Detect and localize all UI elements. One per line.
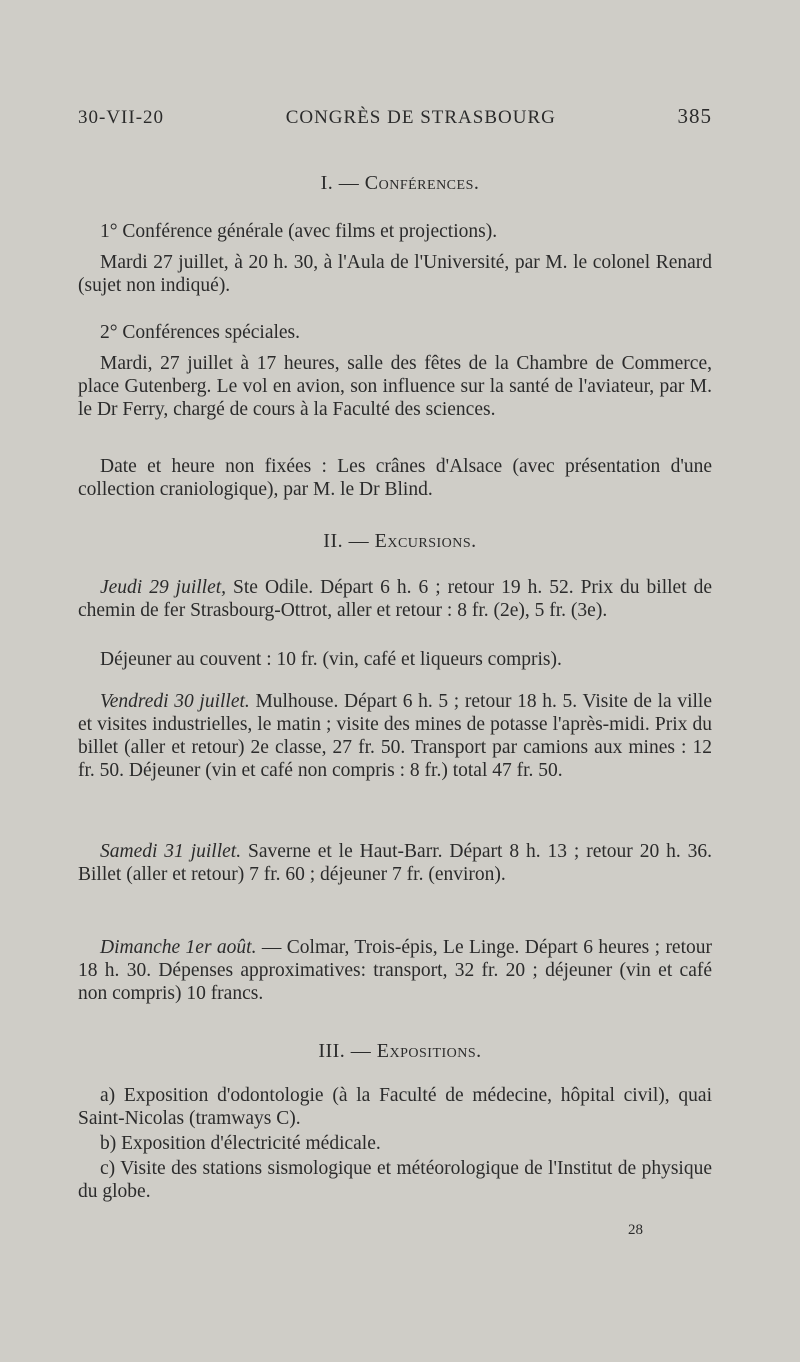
excursion-item	[78, 690, 712, 782]
paragraph: Date et heure non fixées : Les crânes d'Alsace (avec présentation d'une collection craniologique), par M. le Dr Blind.	[78, 456, 712, 500]
section-title-expositions: III. — Expositions.	[318, 1040, 482, 1062]
paragraph: Mardi, 27 juillet à 17 heures, salle des fêtes de la Chambre de Commerce, place Gutenberg. Le vol en avion, son influence sur la santé de l'aviateur, par M. le Dr Ferry, chargé de cours à la Faculté des sciences.	[78, 353, 712, 420]
header-title: CONGRÈS DE STRASBOURG	[285, 107, 556, 128]
excursion-item	[78, 840, 712, 886]
header-date: 30-VII-20	[78, 107, 165, 128]
paragraph: 1° Conférence générale (avec films et projections).	[100, 221, 498, 242]
excursion-date: Dimanche 1er août.	[100, 937, 257, 958]
excursion-date: Samedi 31 juillet.	[100, 841, 242, 862]
paragraph: Déjeuner au couvent : 10 fr. (vin, café et liqueurs compris).	[100, 649, 562, 670]
excursion-text: Ste Odile. Départ 6 h. 6 ; retour 19 h. 52. Prix du billet de chemin de fer Strasbourg-Ottrot, aller et retour : 8 fr. (2e), 5 fr. (3e).	[78, 577, 712, 621]
excursion-date: Vendredi 30 juillet.	[100, 691, 250, 712]
excursion-date: Jeudi 29 juillet,	[100, 577, 227, 598]
excursion-text: Saverne et le Haut-Barr. Départ 8 h. 13 ; retour 20 h. 36. Billet (aller et retour) 7 fr. 60 ; déjeuner 7 fr. (environ).	[78, 841, 712, 885]
exposition-item: c) Visite des stations sismologique et météorologique de l'Institut de physique du globe.	[78, 1158, 712, 1202]
exposition-item: b) Exposition d'électricité médicale.	[100, 1133, 381, 1154]
page-number: 385	[677, 104, 712, 128]
section-title-excursions: II. — Excursions.	[323, 530, 477, 552]
signature-mark: 28	[628, 1222, 643, 1238]
excursion-text: Mulhouse. Départ 6 h. 5 ; retour 18 h. 5. Visite de la ville et visites industrielles, le matin ; visite des mines de potasse l'après-midi. Prix du billet (aller et retour) 2e classe, 27 fr. 50. Transport par camions aux mines : 12 fr. 50. Déjeuner (vin et café non compris : 8 fr.) total 47 fr. 50.	[78, 691, 712, 781]
exposition-item: a) Exposition d'odontologie (à la Faculté de médecine, hôpital civil), quai Saint-Nicolas (tramways C).	[78, 1085, 712, 1129]
running-head	[78, 104, 712, 129]
excursion-item	[78, 576, 712, 622]
section-title-conferences: I. — Conférences.	[320, 172, 480, 194]
excursion-item	[78, 936, 712, 1005]
paragraph: 2° Conférences spéciales.	[100, 322, 301, 343]
excursion-text: — Colmar, Trois-épis, Le Linge. Départ 6 heures ; retour 18 h. 30. Dépenses approximatives: transport, 32 fr. 20 ; déjeuner (vin et café non compris) 10 francs.	[78, 937, 713, 1004]
paragraph: Mardi 27 juillet, à 20 h. 30, à l'Aula de l'Université, par M. le colonel Renard (sujet non indiqué).	[78, 252, 712, 296]
